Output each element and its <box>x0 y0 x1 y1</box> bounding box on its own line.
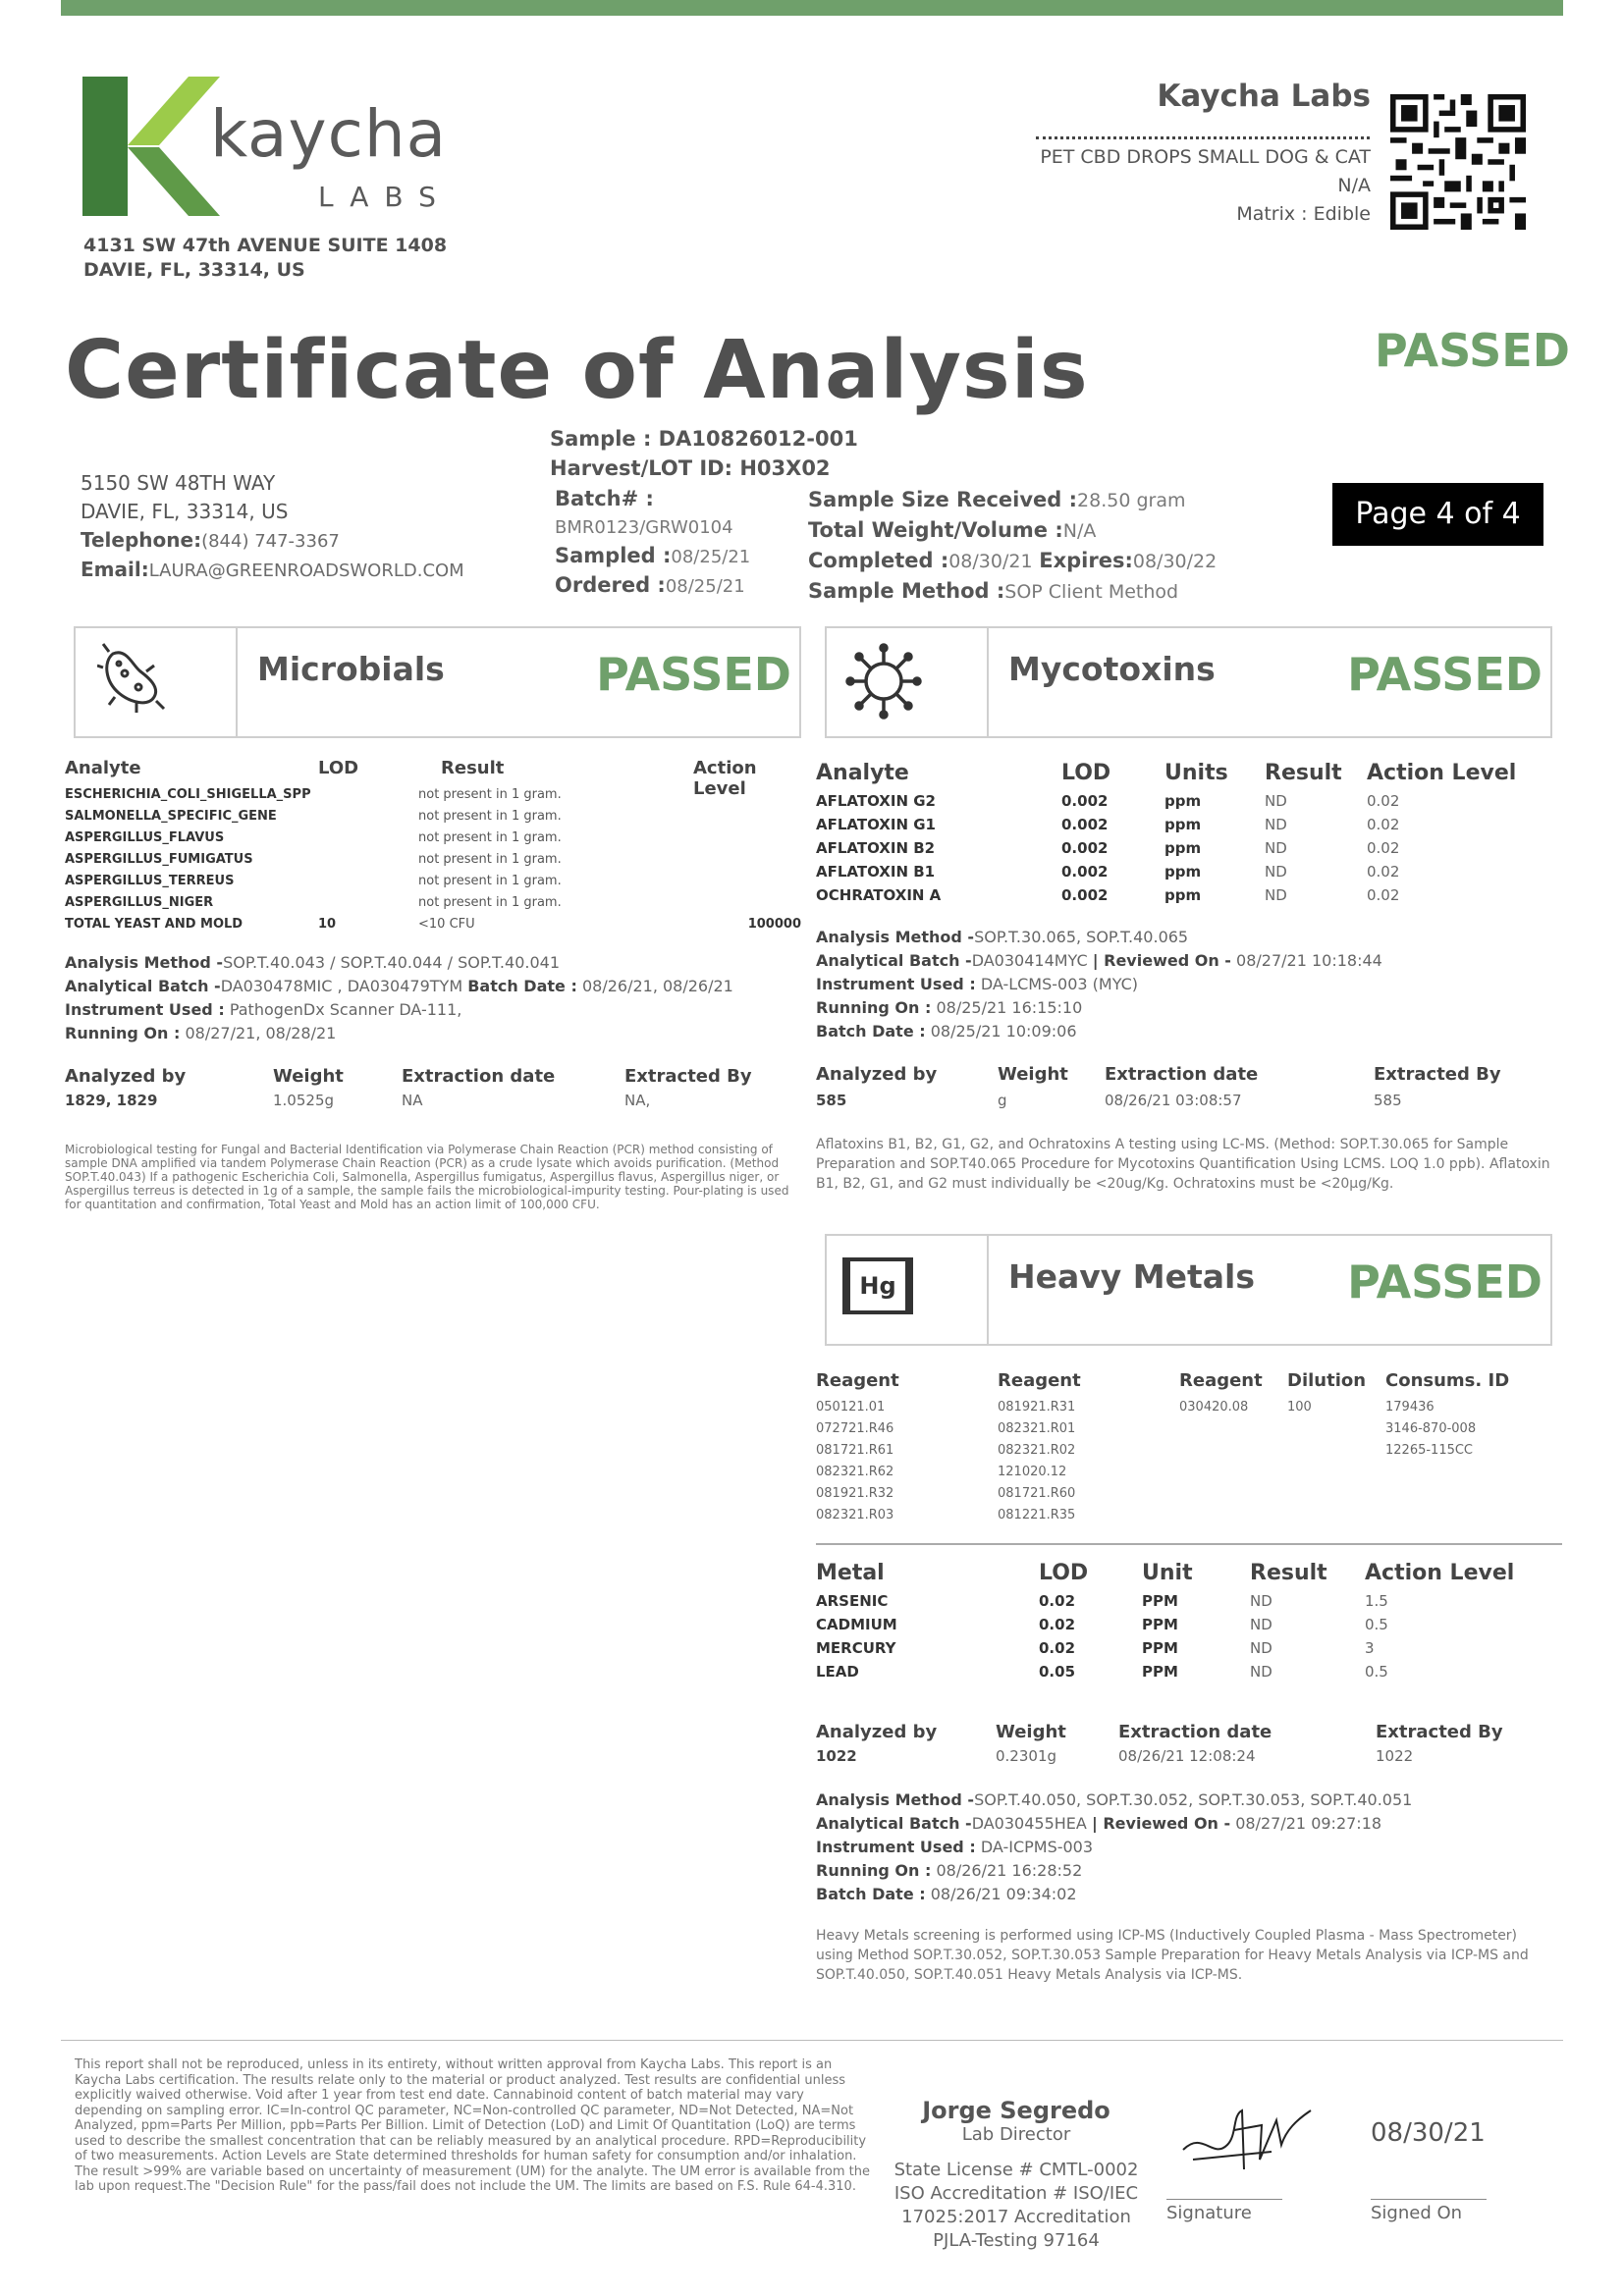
metal-running-value: 08/26/21 16:28:52 <box>936 1861 1083 1880</box>
micro-lod <box>318 827 399 848</box>
signed-date: 08/30/21 <box>1371 2118 1486 2148</box>
myco-lod: 0.002 <box>1061 792 1109 810</box>
micro-lod <box>318 805 399 827</box>
micro-analyte: TOTAL YEAST AND MOLD <box>65 916 244 932</box>
heavy-metals-table <box>816 1556 1543 1683</box>
lot-id: H03X02 <box>739 456 831 480</box>
reagent-col-consums: Consums. ID <box>1385 1369 1510 1391</box>
dotted-divider <box>1036 136 1370 139</box>
metal-unit: PPM <box>1142 1616 1178 1633</box>
micro-action <box>585 827 811 848</box>
table-row <box>65 870 811 891</box>
myco-units: ppm <box>1164 792 1202 810</box>
myco-units: ppm <box>1164 816 1202 833</box>
metal-col-lod: LOD <box>1039 1560 1089 1585</box>
microbials-note: Microbiological testing for Fungal and Bacterial Identification via Polymerase Chain Reaction (PCR) method consisting of sample DNA amplified via tandem Polymerase Chain Reaction (PCR) as a crude lysate which avoids purification. (Method SOP.T.40.043) If a pathogenic Escherichia Coli, Salmonella, Aspergillus fumigatus, Aspergillus flavus, Aspergillus niger, or Aspergillus terreus is detected in 1g of a sample, the sample fails the microbiological-impurity testing. Pour-plating is used for quantitation and confirmation, Total Yeast and Mold has an action limit of 100,000 CFU. <box>65 1143 789 1211</box>
metal-col-result: Result <box>1250 1560 1327 1585</box>
table-row <box>816 1589 1543 1613</box>
micro-analyte: ASPERGILLUS_TERREUS <box>65 873 235 888</box>
myco-col-units: Units <box>1164 760 1228 785</box>
product-matrix: Matrix : Edible <box>1236 203 1371 225</box>
micro-running-label: Running On : <box>65 1024 181 1042</box>
top-accent-bar <box>61 0 1563 16</box>
reagent-cell: 100 <box>1287 1399 1312 1415</box>
micro-ext-v3: NA, <box>624 1092 651 1109</box>
reagent-cell: 082321.R03 <box>816 1507 894 1522</box>
myco-analyte: AFLATOXIN G1 <box>816 816 936 833</box>
myco-method-value: SOP.T.30.065, SOP.T.40.065 <box>974 928 1189 946</box>
client-info <box>81 469 464 585</box>
reagent-cell <box>1287 1461 1385 1482</box>
myco-analyte: AFLATOXIN G2 <box>816 792 936 810</box>
metals-extraction <box>816 1722 1562 1771</box>
reagent-cell: 030420.08 <box>1179 1399 1249 1415</box>
lab-name: Kaycha Labs <box>1157 79 1371 114</box>
myco-ext-v1: g <box>998 1092 1007 1109</box>
metal-result: ND <box>1250 1663 1272 1681</box>
signed-label: Signed On <box>1371 2203 1463 2223</box>
reagent-cell: 3146-870-008 <box>1385 1420 1477 1436</box>
ordered-value: 08/25/21 <box>665 576 745 597</box>
micro-ext-v1: 1.0525g <box>273 1092 335 1109</box>
metal-col-unit: Unit <box>1142 1560 1193 1585</box>
lab-address-line1: 4131 SW 47th AVENUE SUITE 1408 <box>83 235 448 256</box>
metal-lod: 0.02 <box>1039 1592 1076 1610</box>
myco-col-action: Action Level <box>1367 760 1517 785</box>
metal-action: 1.5 <box>1365 1592 1388 1610</box>
sampled-value: 08/25/21 <box>671 547 751 567</box>
metal-unit: PPM <box>1142 1592 1178 1610</box>
logo-sub: LABS <box>318 181 452 213</box>
myco-instrument-value: DA-LCMS-003 (MYC) <box>980 975 1139 993</box>
myco-batchdate-value: 08/25/21 10:09:06 <box>930 1022 1077 1041</box>
mycotoxins-table <box>816 756 1543 907</box>
metal-batchdate-value: 08/26/21 09:34:02 <box>930 1885 1077 1903</box>
micro-action <box>585 891 811 913</box>
table-row <box>816 813 1543 836</box>
micro-ext-v2: NA <box>402 1092 423 1109</box>
micro-result: not present in 1 gram. <box>418 894 562 910</box>
myco-reviewed-value: 08/27/21 10:18:44 <box>1236 951 1382 970</box>
myco-col-result: Result <box>1265 760 1342 785</box>
table-row <box>65 805 811 827</box>
mycotoxins-panel <box>825 626 1552 738</box>
micro-lod <box>318 891 399 913</box>
mycotoxins-status: PASSED <box>1347 648 1543 701</box>
reagent-col-1: Reagent <box>816 1369 899 1391</box>
heavy-metals-title: Heavy Metals <box>1008 1257 1255 1296</box>
table-row <box>816 1439 1543 1461</box>
sample-id: DA10826012-001 <box>658 427 858 451</box>
expires-label: Expires: <box>1039 549 1133 572</box>
micro-result: <10 CFU <box>418 916 475 932</box>
micro-batchdate-value: 08/26/21, 08/26/21 <box>581 977 733 995</box>
table-row <box>65 913 811 934</box>
director-block <box>884 2097 1149 2253</box>
myco-instrument-label: Instrument Used : <box>816 975 976 993</box>
micro-batch-value: DA030478MIC , DA030479TYM <box>220 977 463 995</box>
sampled-label: Sampled : <box>555 544 672 567</box>
table-row <box>816 1417 1543 1439</box>
metal-action: 0.5 <box>1365 1663 1388 1681</box>
microbials-table-wrap <box>65 758 811 934</box>
lab-address <box>83 234 447 283</box>
table-row <box>816 883 1543 907</box>
myco-result: ND <box>1265 816 1287 833</box>
sample-method-label: Sample Method : <box>808 579 1005 603</box>
metal-result: ND <box>1250 1616 1272 1633</box>
metal-col-metal: Metal <box>816 1560 885 1585</box>
myco-ext-v3: 585 <box>1374 1092 1402 1109</box>
myco-running-value: 08/25/21 16:15:10 <box>936 998 1083 1017</box>
myco-analyte: AFLATOXIN B1 <box>816 863 936 881</box>
sample-label: Sample : <box>550 427 652 451</box>
myco-result: ND <box>1265 839 1287 857</box>
myco-batch-label: Analytical Batch - <box>816 951 972 970</box>
micro-col-result: Result <box>441 758 505 778</box>
product-strain: N/A <box>1337 175 1371 196</box>
telephone-label: Telephone: <box>81 528 202 552</box>
product-name: PET CBD DROPS SMALL DOG & CAT <box>1040 146 1371 168</box>
table-row <box>816 1461 1543 1482</box>
batch-value: BMR0123/GRW0104 <box>555 517 733 538</box>
reagent-col-dilution: Dilution <box>1287 1369 1367 1391</box>
myco-lod: 0.002 <box>1061 886 1109 904</box>
hg-icon-text: Hg <box>859 1272 896 1300</box>
metal-lod: 0.05 <box>1039 1663 1076 1681</box>
product-info <box>982 143 1371 229</box>
hg-icon-cell <box>827 1236 989 1344</box>
micro-method-value: SOP.T.40.043 / SOP.T.40.044 / SOP.T.40.041 <box>223 953 560 972</box>
micro-result: not present in 1 gram. <box>418 873 562 888</box>
metal-action: 3 <box>1365 1639 1375 1657</box>
micro-col-action: Action Level <box>693 758 757 799</box>
weight-value: N/A <box>1062 520 1097 542</box>
metal-unit: PPM <box>1142 1663 1178 1681</box>
size-label: Sample Size Received : <box>808 488 1078 511</box>
micro-action <box>585 848 811 870</box>
metal-action: 0.5 <box>1365 1616 1388 1633</box>
virus-icon-cell <box>827 628 989 736</box>
reagent-cell: 082321.R62 <box>816 1464 894 1479</box>
microbials-status: PASSED <box>596 648 791 701</box>
myco-action: 0.02 <box>1367 839 1400 857</box>
mycotoxins-note: Aflatoxins B1, B2, G1, G2, and Ochratoxins A testing using LC-MS. (Method: SOP.T.30.065 for Sample Preparation and SOP.T40.065 Procedure for Mycotoxins Quantification Using LCMS. LOQ 1.0 ppb). Aflatoxin B1, B2, G1, and G2 must individually be <20ug/Kg. Ochratoxins must be <20μg/Kg. <box>816 1137 1550 1192</box>
micro-result: not present in 1 gram. <box>418 786 562 802</box>
myco-running-label: Running On : <box>816 998 932 1017</box>
reagent-cell: 050121.01 <box>816 1399 886 1415</box>
metal-ext-v3: 1022 <box>1376 1747 1414 1765</box>
microbials-meta <box>65 951 811 1045</box>
sample-details <box>808 485 1217 607</box>
batch-label: Batch# : <box>555 487 654 510</box>
micro-ext-h1: Weight <box>273 1066 344 1087</box>
microbials-title: Microbials <box>257 650 445 688</box>
metal-ext-h1: Weight <box>996 1722 1066 1742</box>
table-row <box>816 789 1543 813</box>
kaycha-logo <box>82 77 465 224</box>
micro-result: not present in 1 gram. <box>418 808 562 824</box>
mycotoxins-extraction <box>816 1064 1562 1113</box>
footer-divider <box>61 2040 1563 2041</box>
micro-ext-v0: 1829, 1829 <box>65 1092 158 1109</box>
mycotoxins-meta <box>816 926 1562 1043</box>
metal-instrument-value: DA-ICPMS-003 <box>980 1838 1094 1856</box>
metal-name: ARSENIC <box>816 1592 889 1610</box>
sample-ids <box>550 424 858 483</box>
reagents-table <box>816 1364 1543 1525</box>
micro-instrument-value: PathogenDx Scanner DA-111, <box>229 1000 462 1019</box>
reagent-cell <box>1179 1461 1287 1482</box>
myco-ext-h2: Extraction date <box>1105 1064 1259 1085</box>
metal-ext-h0: Analyzed by <box>816 1722 938 1742</box>
myco-units: ppm <box>1164 886 1202 904</box>
lot-label: Harvest/LOT ID: <box>550 456 733 480</box>
micro-ext-h0: Analyzed by <box>65 1066 187 1087</box>
metal-instrument-label: Instrument Used : <box>816 1838 976 1856</box>
table-row <box>816 1396 1543 1417</box>
myco-ext-v2: 08/26/21 03:08:57 <box>1105 1092 1242 1109</box>
micro-running-value: 08/27/21, 08/28/21 <box>185 1024 337 1042</box>
myco-col-lod: LOD <box>1061 760 1111 785</box>
client-address-line2: DAVIE, FL, 33314, US <box>81 500 289 523</box>
micro-lod <box>318 848 399 870</box>
logo-word: kaycha <box>210 96 448 172</box>
telephone-value: (844) 747-3367 <box>201 531 340 552</box>
micro-col-lod: LOD <box>318 758 359 778</box>
reagent-cell <box>1179 1504 1287 1525</box>
reagent-col-2: Reagent <box>998 1369 1081 1391</box>
myco-reviewed-label: | Reviewed On - <box>1092 951 1231 970</box>
myco-result: ND <box>1265 886 1287 904</box>
table-row <box>816 1660 1543 1683</box>
table-row <box>65 891 811 913</box>
reagent-cell: 081721.R61 <box>816 1442 894 1458</box>
metals-meta <box>816 1789 1562 1906</box>
myco-action: 0.02 <box>1367 863 1400 881</box>
myco-ext-v0: 585 <box>816 1092 847 1109</box>
micro-action: 100000 <box>747 916 801 932</box>
reagent-cell <box>1287 1482 1385 1504</box>
reagent-cell: 082321.R01 <box>998 1420 1076 1436</box>
reagent-cell: 081921.R32 <box>816 1485 894 1501</box>
signature-line <box>1166 2199 1282 2200</box>
metal-method-value: SOP.T.40.050, SOP.T.30.052, SOP.T.30.053, SOP.T.40.051 <box>974 1790 1413 1809</box>
myco-units: ppm <box>1164 839 1202 857</box>
signature-label: Signature <box>1166 2203 1252 2223</box>
myco-analyte: AFLATOXIN B2 <box>816 839 936 857</box>
myco-action: 0.02 <box>1367 816 1400 833</box>
sample-method-value: SOP Client Method <box>1004 581 1179 603</box>
microbials-extraction <box>65 1066 811 1115</box>
email-label: Email: <box>81 558 149 581</box>
metal-col-action: Action Level <box>1365 1560 1515 1585</box>
metal-name: CADMIUM <box>816 1616 897 1633</box>
metal-ext-h3: Extracted By <box>1376 1722 1503 1742</box>
ordered-label: Ordered : <box>555 573 666 597</box>
metal-method-label: Analysis Method - <box>816 1790 975 1809</box>
reagent-cell: 179436 <box>1385 1399 1435 1415</box>
metal-lod: 0.02 <box>1039 1616 1076 1633</box>
director-title: Lab Director <box>961 2124 1071 2145</box>
reagent-cell <box>1179 1482 1287 1504</box>
metal-batch-label: Analytical Batch - <box>816 1814 972 1833</box>
metal-ext-v2: 08/26/21 12:08:24 <box>1118 1747 1256 1765</box>
metals-divider <box>816 1543 1562 1545</box>
micro-action <box>585 805 811 827</box>
metal-ext-v1: 0.2301g <box>996 1747 1057 1765</box>
reagent-cell: 081721.R60 <box>998 1485 1076 1501</box>
metal-result: ND <box>1250 1639 1272 1657</box>
logo-k-icon <box>82 77 220 216</box>
table-row <box>65 827 811 848</box>
myco-action: 0.02 <box>1367 792 1400 810</box>
metal-lod: 0.02 <box>1039 1639 1076 1657</box>
myco-method-label: Analysis Method - <box>816 928 975 946</box>
expires-value: 08/30/22 <box>1132 551 1218 572</box>
metal-name: LEAD <box>816 1663 859 1681</box>
qr-code-icon[interactable] <box>1390 94 1526 230</box>
footer-disclaimer: This report shall not be reproduced, unless in its entirety, without written approval from Kaycha Labs. This report is an Kaycha Labs certification. The results relate only to the material or product analyzed. Test results are confidential unless explicitly waived otherwise. Void after 1 year from test end date. Cannabinoid content of batch material may vary depending on sampling error. IC=In-control QC parameter, NC=Non-controlled QC parameter, ND=Not Detected, NA=Not Analyzed, ppm=Parts Per Million, ppb=Parts Per Billion. Limit of Detection (LoD) and Limit Of Quantitation (LoQ) are terms used to describe the smallest concentration that can be reliably measured by an analytical procedure. RPD=Reproducibility of two measurements. Action Levels are State determined thresholds for human safety for consumption and/or inhalation. The result >99% are variable based on uncertainty of measurement (UM) for the analyte. The UM error is available from the lab upon request.The "Decision Rule" for the pass/fail does not include the UM. The limits are based on F.S. Rule 64-4.310. <box>75 2057 871 2194</box>
micro-analyte: ASPERGILLUS_FLAVUS <box>65 829 225 845</box>
myco-col-analyte: Analyte <box>816 760 909 785</box>
heavy-metals-status: PASSED <box>1347 1255 1543 1308</box>
reagent-cell: 081221.R35 <box>998 1507 1076 1522</box>
myco-action: 0.02 <box>1367 886 1400 904</box>
myco-ext-h3: Extracted By <box>1374 1064 1501 1085</box>
metal-batch-value: DA030455HEA <box>971 1814 1087 1833</box>
mycotoxins-title: Mycotoxins <box>1008 650 1216 688</box>
table-row <box>816 860 1543 883</box>
completed-label: Completed : <box>808 549 949 572</box>
reagent-col-3: Reagent <box>1179 1369 1263 1391</box>
reagent-cell: 121020.12 <box>998 1464 1067 1479</box>
metal-unit: PPM <box>1142 1639 1178 1657</box>
iso-accreditation: ISO Accreditation # ISO/IEC <box>893 2183 1139 2204</box>
table-row <box>816 1482 1543 1504</box>
metal-result: ND <box>1250 1592 1272 1610</box>
micro-result: not present in 1 gram. <box>418 851 562 867</box>
myco-units: ppm <box>1164 863 1202 881</box>
metal-reviewed-label: | Reviewed On - <box>1091 1814 1231 1833</box>
iso-accreditation-2: 17025:2017 Accreditation <box>901 2207 1131 2227</box>
client-address-line1: 5150 SW 48TH WAY <box>81 471 276 495</box>
reagent-cell <box>1385 1461 1543 1482</box>
metal-batchdate-label: Batch Date : <box>816 1885 926 1903</box>
myco-result: ND <box>1265 863 1287 881</box>
myco-analyte: OCHRATOXIN A <box>816 886 942 904</box>
hg-icon <box>842 1257 913 1314</box>
microbials-panel <box>74 626 801 738</box>
micro-method-label: Analysis Method - <box>65 953 224 972</box>
overall-status-badge: PASSED <box>1375 324 1570 377</box>
metal-ext-h2: Extraction date <box>1118 1722 1272 1742</box>
license: State License # CMTL-0002 <box>893 2160 1139 2180</box>
myco-lod: 0.002 <box>1061 816 1109 833</box>
micro-analyte: ASPERGILLUS_NIGER <box>65 894 214 910</box>
myco-ext-h0: Analyzed by <box>816 1064 938 1085</box>
table-row <box>816 1504 1543 1525</box>
page-indicator: Page 4 of 4 <box>1332 483 1543 546</box>
table-row <box>816 1613 1543 1636</box>
batch-info <box>555 485 750 601</box>
completed-value: 08/30/21 <box>948 551 1033 572</box>
myco-ext-h1: Weight <box>998 1064 1068 1085</box>
metal-running-label: Running On : <box>816 1861 932 1880</box>
metals-note: Heavy Metals screening is performed using ICP-MS (Inductively Coupled Plasma - Mass Spectrometer) using Method SOP.T.30.052, SOP.T.30.053 Sample Preparation for Heavy Metals Analysis via ICP-MS and SOP.T.40.050, SOP.T.40.051 Heavy Metals Analysis via ICP-MS. <box>816 1928 1529 1983</box>
reagent-cell <box>1287 1417 1385 1439</box>
micro-analyte: SALMONELLA_SPECIFIC_GENE <box>65 808 277 824</box>
lab-address-line2: DAVIE, FL, 33314, US <box>83 259 305 281</box>
micro-result: not present in 1 gram. <box>418 829 562 845</box>
micro-lod <box>318 783 399 805</box>
reagent-cell: 12265-115CC <box>1385 1442 1474 1458</box>
metal-ext-v0: 1022 <box>816 1747 857 1765</box>
micro-analyte: ASPERGILLUS_FUMIGATUS <box>65 851 253 867</box>
reagent-cell: 082321.R02 <box>998 1442 1076 1458</box>
size-value: 28.50 gram <box>1077 490 1186 511</box>
micro-instrument-label: Instrument Used : <box>65 1000 225 1019</box>
reagent-cell <box>1179 1439 1287 1461</box>
signed-line <box>1371 2199 1487 2200</box>
myco-lod: 0.002 <box>1061 863 1109 881</box>
micro-batch-label: Analytical Batch - <box>65 977 221 995</box>
micro-lod: 10 <box>318 916 337 932</box>
metal-reviewed-value: 08/27/21 09:27:18 <box>1235 1814 1382 1833</box>
reagent-cell <box>1287 1439 1385 1461</box>
micro-action <box>585 870 811 891</box>
myco-lod: 0.002 <box>1061 839 1109 857</box>
micro-analyte: ESCHERICHIA_COLI_SHIGELLA_SPP <box>65 786 311 802</box>
micro-ext-h2: Extraction date <box>402 1066 556 1087</box>
heavy-metals-panel <box>825 1234 1552 1346</box>
metal-name: MERCURY <box>816 1639 896 1657</box>
micro-col-analyte: Analyte <box>65 758 141 778</box>
myco-result: ND <box>1265 792 1287 810</box>
table-row <box>65 848 811 870</box>
virus-icon <box>844 642 923 721</box>
page-title: Certificate of Analysis <box>65 324 1089 417</box>
reagent-cell <box>1179 1417 1287 1439</box>
reagent-cell <box>1287 1504 1385 1525</box>
micro-ext-h3: Extracted By <box>624 1066 752 1087</box>
weight-label: Total Weight/Volume : <box>808 518 1063 542</box>
signature-image <box>1173 2091 1321 2189</box>
reagent-cell: 072721.R46 <box>816 1420 894 1436</box>
microbe-icon-cell <box>76 628 238 736</box>
micro-batchdate-label: Batch Date : <box>467 977 577 995</box>
director-name: Jorge Segredo <box>922 2097 1110 2124</box>
table-row <box>816 1636 1543 1660</box>
myco-batch-value: DA030414MYC <box>971 951 1088 970</box>
microbials-table <box>65 783 811 934</box>
reagent-cell <box>1385 1504 1543 1525</box>
myco-batchdate-label: Batch Date : <box>816 1022 926 1041</box>
table-row <box>816 836 1543 860</box>
pjla-testing: PJLA-Testing 97164 <box>933 2230 1100 2251</box>
email-value: LAURA@GREENROADSWORLD.COM <box>148 561 464 581</box>
reagent-cell <box>1385 1482 1543 1504</box>
microbe-icon <box>97 642 166 717</box>
reagent-cell: 081921.R31 <box>998 1399 1076 1415</box>
micro-lod <box>318 870 399 891</box>
